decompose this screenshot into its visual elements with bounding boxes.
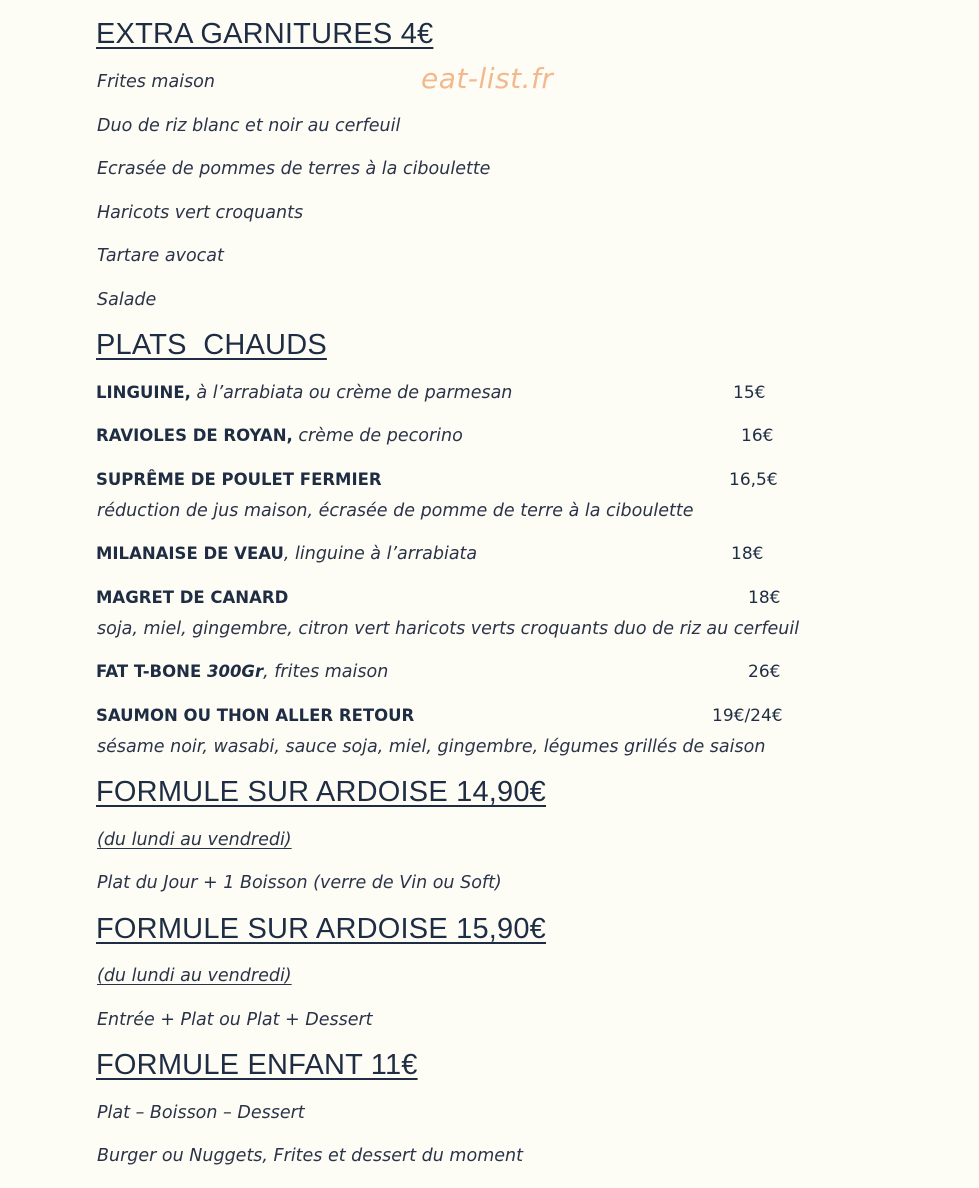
dish-desc: crème de pecorino (292, 426, 463, 446)
formule-2-desc: Entrée + Plat ou Plat + Dessert (97, 1010, 373, 1030)
dish-name: SAUMON OU THON ALLER RETOUR (96, 706, 415, 725)
dish-price-magret: 18€ (748, 588, 781, 608)
formule-enfant-line2: Burger ou Nuggets, Frites et dessert du moment (97, 1146, 523, 1166)
extra-item-ecrasee: Ecrasée de pommes de terres à la ciboulette (97, 159, 491, 179)
formule-enfant-line1: Plat – Boisson – Dessert (97, 1103, 305, 1123)
dish-desc: , frites maison (263, 662, 389, 682)
dish-tbone (96, 661, 388, 683)
dish-price-milanaise: 18€ (731, 544, 764, 564)
dish-ravioles (96, 425, 463, 447)
formule-2-days: (du lundi au vendredi) (97, 966, 292, 986)
dish-desc-magret: soja, miel, gingembre, citron vert haricots verts croquants duo de riz au cerfeuil (97, 619, 800, 639)
dish-name: MAGRET DE CANARD (96, 588, 289, 607)
dish-saumon (96, 705, 414, 727)
dish-desc-saumon: sésame noir, wasabi, sauce soja, miel, gingembre, légumes grillés de saison (97, 737, 766, 757)
extra-item-tartare: Tartare avocat (97, 246, 224, 266)
dish-price-tbone: 26€ (748, 662, 781, 682)
extra-item-salade: Salade (97, 290, 157, 310)
dish-name: SUPRÊME DE POULET FERMIER (96, 470, 382, 489)
dish-linguine (96, 382, 512, 404)
extra-item-riz: Duo de riz blanc et noir au cerfeuil (97, 116, 401, 136)
dish-magret (96, 587, 288, 609)
dish-desc: à l’arrabiata ou crème de parmesan (190, 383, 513, 403)
dish-desc-supreme: réduction de jus maison, écrasée de pomme de terre à la ciboulette (97, 501, 694, 521)
plats-chauds-heading: PLATS CHAUDS (96, 329, 327, 361)
dish-price-linguine: 15€ (733, 383, 766, 403)
dish-price-supreme: 16,5€ (729, 470, 778, 490)
dish-milanaise (96, 543, 477, 565)
dish-name: RAVIOLES DE ROYAN, (96, 426, 293, 445)
dish-name: FAT T-BONE (96, 662, 207, 681)
formule-1-desc: Plat du Jour + 1 Boisson (verre de Vin ou Soft) (97, 873, 502, 893)
extra-item-frites: Frites maison (97, 72, 215, 92)
dish-supreme (96, 469, 382, 491)
dish-name: MILANAISE DE VEAU (96, 544, 284, 563)
dish-weight: 300Gr (206, 662, 264, 681)
formule-1-days: (du lundi au vendredi) (97, 830, 292, 850)
dish-price-saumon: 19€/24€ (712, 706, 783, 726)
dish-desc: , linguine à l’arrabiata (283, 544, 478, 564)
formule-enfant-heading: FORMULE ENFANT 11€ (96, 1049, 418, 1081)
formule-ardoise-1-heading: FORMULE SUR ARDOISE 14,90€ (96, 776, 547, 808)
formule-ardoise-2-heading: FORMULE SUR ARDOISE 15,90€ (96, 913, 547, 945)
dish-price-ravioles: 16€ (741, 426, 774, 446)
watermark-text: eat-list.fr (421, 62, 554, 95)
extra-garnitures-heading: EXTRA GARNITURES 4€ (96, 18, 434, 50)
dish-name: LINGUINE, (96, 383, 191, 402)
extra-item-haricots: Haricots vert croquants (97, 203, 304, 223)
